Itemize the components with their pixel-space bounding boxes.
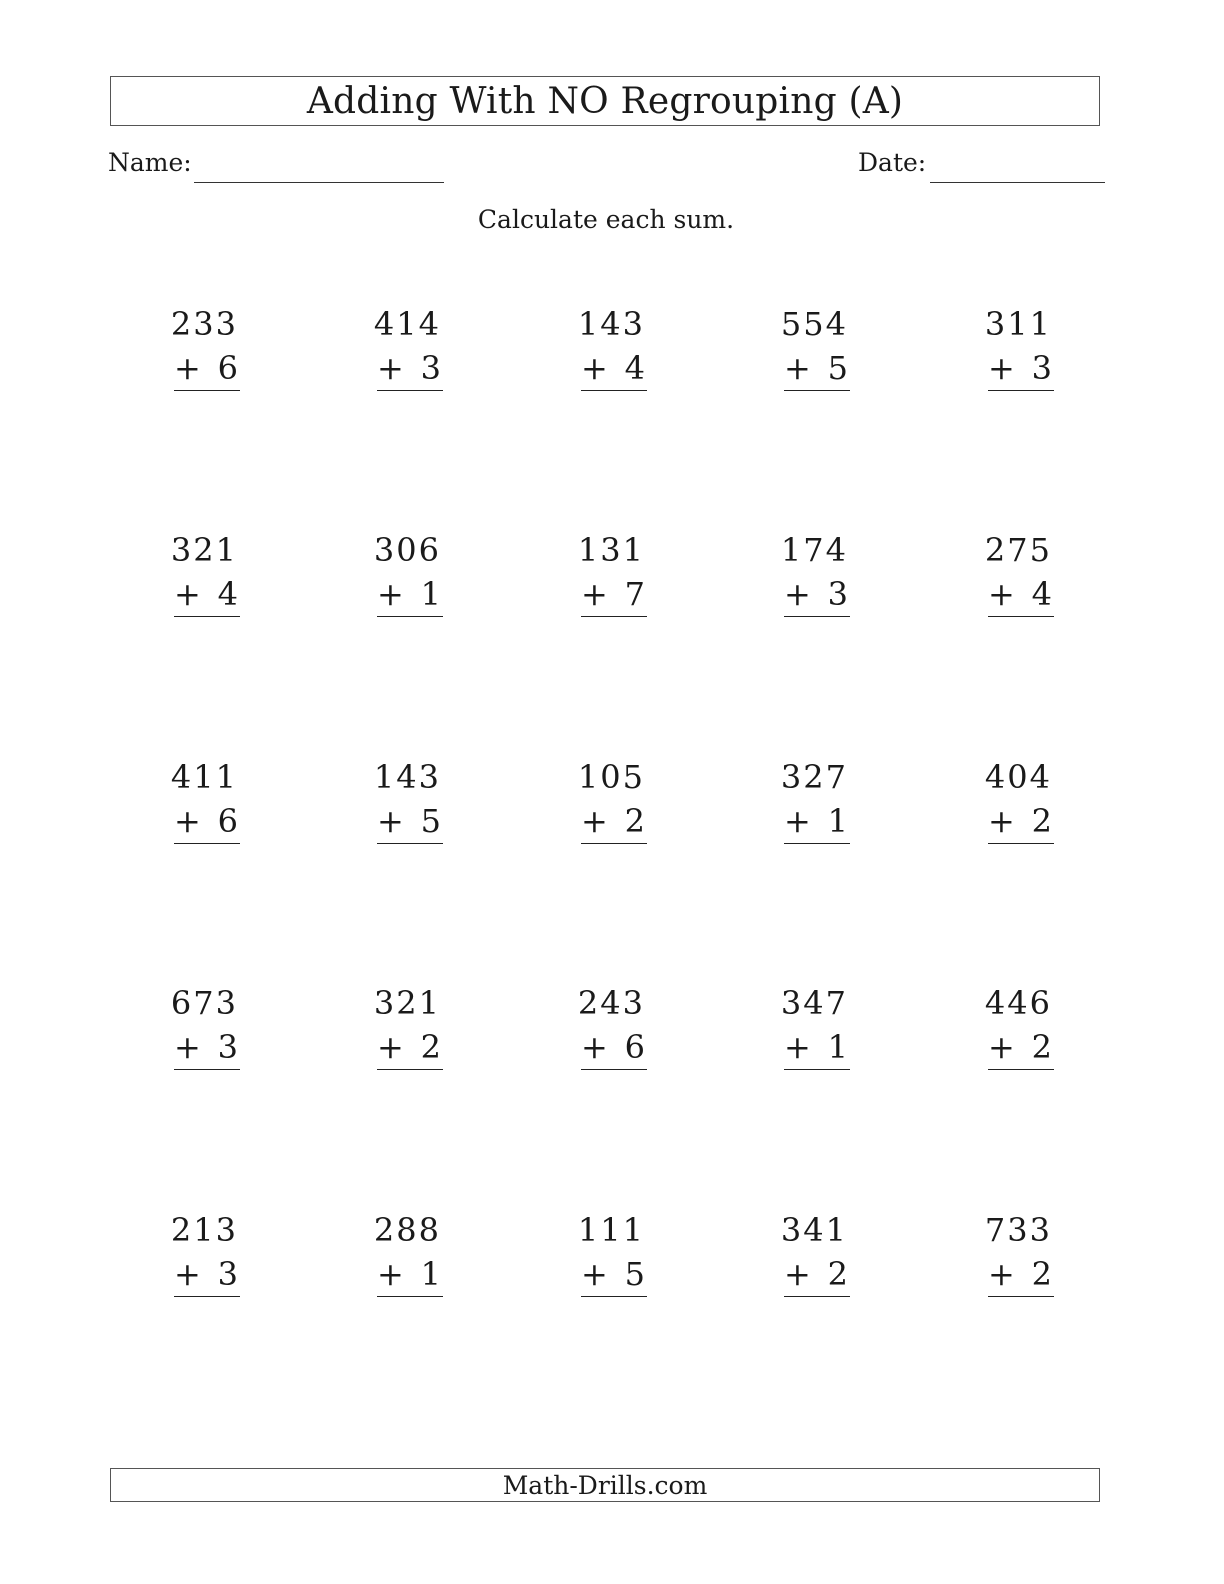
problem-addend-bottom: 2 bbox=[624, 802, 645, 840]
footer-site: Math-Drills.com bbox=[502, 1470, 708, 1500]
plus-sign: + bbox=[174, 802, 201, 840]
problem-addend-bottom: 2 bbox=[420, 1028, 441, 1066]
problem-bottom-row bbox=[988, 801, 1054, 844]
problem-addend-bottom: 3 bbox=[217, 1028, 238, 1066]
problem-addend-top: 321 bbox=[170, 531, 238, 569]
problem-addend-bottom: 4 bbox=[624, 349, 645, 387]
date-label: Date: bbox=[858, 148, 927, 177]
problem-bottom-row bbox=[581, 348, 647, 391]
problem-addend-bottom: 1 bbox=[420, 1255, 441, 1293]
problem-addend-top: 311 bbox=[984, 305, 1052, 343]
plus-sign: + bbox=[174, 1028, 201, 1066]
problem-item bbox=[577, 304, 647, 404]
plus-sign: + bbox=[377, 575, 404, 613]
plus-sign: + bbox=[377, 802, 404, 840]
name-label: Name: bbox=[108, 148, 192, 177]
problem-bottom-row bbox=[377, 348, 443, 391]
problem-item bbox=[780, 1210, 850, 1310]
problem-addend-bottom: 2 bbox=[1031, 1255, 1052, 1293]
problem-bottom-row bbox=[581, 574, 647, 617]
problem-addend-top: 306 bbox=[373, 531, 441, 569]
problem-item bbox=[373, 304, 443, 404]
problem-item bbox=[170, 530, 240, 630]
problem-addend-top: 411 bbox=[170, 758, 238, 796]
problem-addend-bottom: 1 bbox=[420, 575, 441, 613]
problem-bottom-row bbox=[174, 1027, 240, 1070]
problem-addend-bottom: 1 bbox=[827, 1028, 848, 1066]
plus-sign: + bbox=[988, 802, 1015, 840]
problem-item bbox=[170, 983, 240, 1083]
problem-bottom-row bbox=[988, 1027, 1054, 1070]
plus-sign: + bbox=[581, 575, 608, 613]
problem-item bbox=[373, 757, 443, 857]
plus-sign: + bbox=[581, 1028, 608, 1066]
problem-item bbox=[780, 304, 850, 404]
problem-addend-bottom: 2 bbox=[1031, 802, 1052, 840]
problem-addend-bottom: 2 bbox=[827, 1255, 848, 1293]
plus-sign: + bbox=[988, 349, 1015, 387]
problem-addend-bottom: 5 bbox=[420, 802, 441, 840]
problem-item bbox=[373, 983, 443, 1083]
plus-sign: + bbox=[174, 575, 201, 613]
problem-bottom-row bbox=[581, 1027, 647, 1070]
problem-bottom-row bbox=[174, 574, 240, 617]
date-blank-line[interactable] bbox=[930, 182, 1105, 183]
instruction-text: Calculate each sum. bbox=[477, 205, 735, 234]
plus-sign: + bbox=[784, 1255, 811, 1293]
problem-addend-bottom: 5 bbox=[827, 349, 848, 387]
problem-bottom-row bbox=[174, 801, 240, 844]
problem-addend-bottom: 3 bbox=[827, 575, 848, 613]
problem-addend-top: 243 bbox=[577, 984, 645, 1022]
problem-addend-bottom: 7 bbox=[624, 575, 645, 613]
plus-sign: + bbox=[581, 1255, 608, 1293]
problem-addend-top: 288 bbox=[373, 1211, 441, 1249]
problem-addend-bottom: 3 bbox=[1031, 349, 1052, 387]
problem-addend-top: 143 bbox=[373, 758, 441, 796]
problem-addend-top: 554 bbox=[780, 305, 848, 343]
problem-item bbox=[577, 530, 647, 630]
plus-sign: + bbox=[581, 349, 608, 387]
problem-bottom-row bbox=[784, 1254, 850, 1297]
plus-sign: + bbox=[377, 349, 404, 387]
problem-addend-bottom: 1 bbox=[827, 802, 848, 840]
problem-item bbox=[577, 757, 647, 857]
plus-sign: + bbox=[174, 349, 201, 387]
problem-item bbox=[373, 530, 443, 630]
problem-bottom-row bbox=[784, 574, 850, 617]
plus-sign: + bbox=[784, 1028, 811, 1066]
problem-addend-bottom: 3 bbox=[217, 1255, 238, 1293]
problem-bottom-row bbox=[988, 348, 1054, 391]
problem-item bbox=[984, 530, 1054, 630]
problem-addend-bottom: 5 bbox=[624, 1255, 645, 1293]
problem-bottom-row bbox=[581, 1254, 647, 1297]
problem-bottom-row bbox=[377, 574, 443, 617]
worksheet-title: Adding With NO Regrouping (A) bbox=[306, 80, 904, 122]
plus-sign: + bbox=[784, 802, 811, 840]
problem-bottom-row bbox=[784, 1027, 850, 1070]
problem-item bbox=[780, 530, 850, 630]
problem-item bbox=[577, 983, 647, 1083]
problem-addend-top: 414 bbox=[373, 305, 441, 343]
problem-bottom-row bbox=[784, 801, 850, 844]
problem-bottom-row bbox=[988, 574, 1054, 617]
problem-addend-top: 131 bbox=[577, 531, 645, 569]
problem-item bbox=[984, 1210, 1054, 1310]
problem-bottom-row bbox=[377, 801, 443, 844]
plus-sign: + bbox=[988, 1255, 1015, 1293]
plus-sign: + bbox=[784, 349, 811, 387]
plus-sign: + bbox=[377, 1255, 404, 1293]
problem-addend-top: 111 bbox=[577, 1211, 645, 1249]
plus-sign: + bbox=[377, 1028, 404, 1066]
problem-addend-bottom: 2 bbox=[1031, 1028, 1052, 1066]
problem-addend-bottom: 6 bbox=[217, 349, 238, 387]
problem-addend-bottom: 4 bbox=[1031, 575, 1052, 613]
problem-item bbox=[780, 983, 850, 1083]
problem-bottom-row bbox=[174, 348, 240, 391]
problem-addend-top: 143 bbox=[577, 305, 645, 343]
name-blank-line[interactable] bbox=[194, 182, 444, 183]
problem-addend-bottom: 3 bbox=[420, 349, 441, 387]
problem-item bbox=[780, 757, 850, 857]
problem-addend-top: 404 bbox=[984, 758, 1052, 796]
problem-addend-top: 341 bbox=[780, 1211, 848, 1249]
problem-item bbox=[170, 757, 240, 857]
problem-addend-top: 105 bbox=[577, 758, 645, 796]
plus-sign: + bbox=[581, 802, 608, 840]
problem-addend-top: 174 bbox=[780, 531, 848, 569]
problem-bottom-row bbox=[784, 348, 850, 391]
problem-addend-top: 327 bbox=[780, 758, 848, 796]
problem-bottom-row bbox=[174, 1254, 240, 1297]
problem-item bbox=[170, 1210, 240, 1310]
problem-addend-bottom: 6 bbox=[217, 802, 238, 840]
problem-addend-bottom: 6 bbox=[624, 1028, 645, 1066]
problem-bottom-row bbox=[377, 1027, 443, 1070]
problem-addend-top: 213 bbox=[170, 1211, 238, 1249]
problem-addend-bottom: 4 bbox=[217, 575, 238, 613]
problem-addend-top: 233 bbox=[170, 305, 238, 343]
problem-item bbox=[373, 1210, 443, 1310]
problem-bottom-row bbox=[377, 1254, 443, 1297]
problem-addend-top: 321 bbox=[373, 984, 441, 1022]
worksheet-title-box bbox=[110, 76, 1100, 126]
problem-addend-top: 446 bbox=[984, 984, 1052, 1022]
problem-bottom-row bbox=[988, 1254, 1054, 1297]
plus-sign: + bbox=[784, 575, 811, 613]
problem-item bbox=[577, 1210, 647, 1310]
footer-box bbox=[110, 1468, 1100, 1502]
plus-sign: + bbox=[988, 1028, 1015, 1066]
problem-addend-top: 733 bbox=[984, 1211, 1052, 1249]
problem-addend-top: 347 bbox=[780, 984, 848, 1022]
problem-addend-top: 275 bbox=[984, 531, 1052, 569]
problem-item bbox=[984, 757, 1054, 857]
problem-item bbox=[984, 983, 1054, 1083]
plus-sign: + bbox=[988, 575, 1015, 613]
problem-item bbox=[984, 304, 1054, 404]
plus-sign: + bbox=[174, 1255, 201, 1293]
problem-item bbox=[170, 304, 240, 404]
problem-bottom-row bbox=[581, 801, 647, 844]
problem-addend-top: 673 bbox=[170, 984, 238, 1022]
